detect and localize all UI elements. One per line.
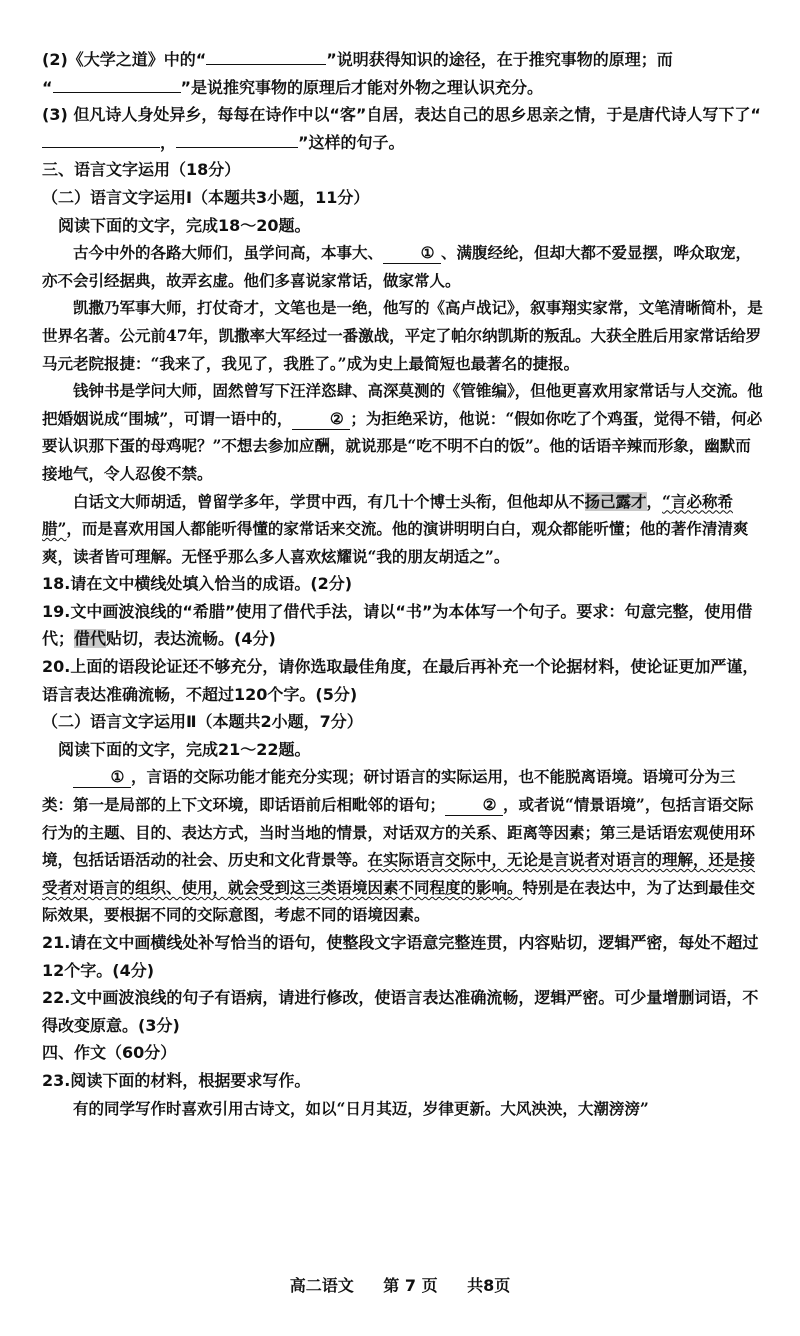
essay-material: 有的同学写作时喜欢引用古诗文，如以“日月其迈，岁律更新。大风泱泱，大潮滂滂”	[73, 1098, 649, 1118]
footer-total-pages: 共8页	[467, 1276, 511, 1295]
question-2: (2)《大学之道》中的“ ”说明获得知识的途径，在于推究事物的原理；而 “ ”是说推究事物的原理后才能对外物之理认识充分。	[42, 46, 764, 101]
reading-instruction-1: 阅读下面的文字，完成18～20题。	[58, 215, 311, 235]
passage-paragraph-5: ① ，言语的交际功能才能充分实现；研讨语言的实际运用，也不能脱离语境。语境可分为三类：第一是局部的上下文环境，即话语前后相毗邻的语句； ② ，或者说“情景语境”，包括言语交际行为的主题、目的、表达方式，当时当地的情景，对话双方的关系、距离等因素；第三是话语宏观使用环境，包括话语活动的社会、历史和文化背景等。在实际语言交际中，无论是言说者对语言的理解，还是接受者对语言的组织、使用，就会受到这三类语境因素不同程度的影响。特别是在表达中，为了达到最佳交际效果，要根据不同的交际意图，考虑不同的语境因素。	[42, 767, 756, 925]
blank-marker-1: ①	[383, 243, 441, 264]
highlighted-word: 借代	[74, 629, 107, 649]
wavy-underlined-sentence: 在实际语言交际中，无论是言说者对语言的理解，还是接受者对语言的组织、使用，就会受到这三类语境因素不同程度的影响。	[42, 850, 756, 897]
subsection-heading-2: （二）语言文字运用Ⅱ（本题共2小题，7分）	[42, 712, 363, 732]
passage-paragraph-1: 古今中外的各路大师们，虽学问高，本事大、 ① 、满腹经纶，但却大都不爱显摆，哗众取宠，亦不会引经据典，故弄玄虚。他们多喜说家常话，做家常人。	[42, 243, 752, 290]
answer-blank	[206, 46, 326, 65]
question-18: 18.请在文中横线处填入恰当的成语。(2分)	[42, 574, 353, 594]
question-21: 21.请在文中画横线处补写恰当的语句，使整段文字语意完整连贯，内容贴切，逻辑严密，每处不超过12个字。(4分)	[42, 933, 759, 980]
question-3: (3) 但凡诗人身处异乡，每每在诗作中以“客”自居，表达自己的思乡思亲之情，于是唐代诗人写下了“， ”这样的句子。	[42, 105, 761, 152]
answer-blank	[42, 129, 160, 148]
section-heading-4: 四、作文（60分）	[42, 1043, 177, 1063]
blank-marker-2: ②	[292, 409, 350, 430]
page-footer	[0, 1273, 800, 1296]
reading-instruction-2: 阅读下面的文字，完成21～22题。	[58, 739, 311, 759]
footer-page-number: 第 7 页	[383, 1276, 438, 1295]
subsection-heading-1: （二）语言文字运用Ⅰ（本题共3小题，11分）	[42, 187, 370, 207]
question-20: 20.上面的语段论证还不够充分，请你选取最佳角度，在最后再补充一个论据材料，使论证更加严谨，语言表达准确流畅，不超过120个字。(5分)	[42, 657, 759, 704]
exam-content	[42, 46, 764, 1122]
passage-paragraph-3: 钱钟书是学问大师，固然曾写下汪洋恣肆、高深莫测的《管锥编》，但他更喜欢用家常话与人交流。他把婚姻说成“围城”，可谓一语中的， ② ；为拒绝采访，他说：“假如你吃了个鸡蛋，觉得不错，何必要认识那下蛋的母鸡呢？”不想去参加应酬，就说那是“吃不明不白的饭”。他的话语辛辣而形象，幽默而接地气，令人忍俊不禁。	[42, 381, 763, 483]
passage-paragraph-2: 凯撒乃军事大师，打仗奇才，文笔也是一绝，他写的《高卢战记》，叙事翔实家常，文笔清晰简朴，是世界名著。公元前47年，凯撒率大军经过一番激战，平定了帕尔纳凯斯的叛乱。大获全胜后用家常话给罗马元老院报捷：“我来了，我见了，我胜了。”成为史上最简短也最著名的捷报。	[42, 298, 763, 373]
footer-subject: 高二语文	[289, 1276, 354, 1295]
blank-marker-2: ②	[445, 795, 503, 816]
question-23: 23.阅读下面的材料，根据要求写作。	[42, 1070, 311, 1090]
blank-marker-1: ①	[73, 767, 131, 788]
answer-blank	[53, 74, 181, 93]
question-22: 22.文中画波浪线的句子有语病，请进行修改，使语言表达准确流畅，逻辑严密。可少量增删词语，不得改变原意。(3分)	[42, 988, 759, 1035]
question-19: 19.文中画波浪线的“希腊”使用了借代手法，请以“书”为本体写一个句子。要求：句意完整，使用借代；借代贴切，表达流畅。(4分)	[42, 601, 753, 649]
section-heading-3: 三、语言文字运用（18分）	[42, 160, 241, 180]
wavy-underlined-phrase: “言必称希腊”	[42, 491, 733, 539]
highlighted-phrase: 扬己露才	[584, 491, 647, 511]
answer-blank	[176, 129, 298, 148]
passage-paragraph-4: 白话文大师胡适，曾留学多年，学贯中西，有几十个博士头衔，但他却从不扬己露才，“言必称希腊”，而是喜欢用国人都能听得懂的家常话来交流。他的演讲明明白白，观众都能听懂；他的著作清清爽爽，读者皆可理解。无怪乎那么多人喜欢炫耀说“我的朋友胡适之”。	[42, 491, 749, 566]
